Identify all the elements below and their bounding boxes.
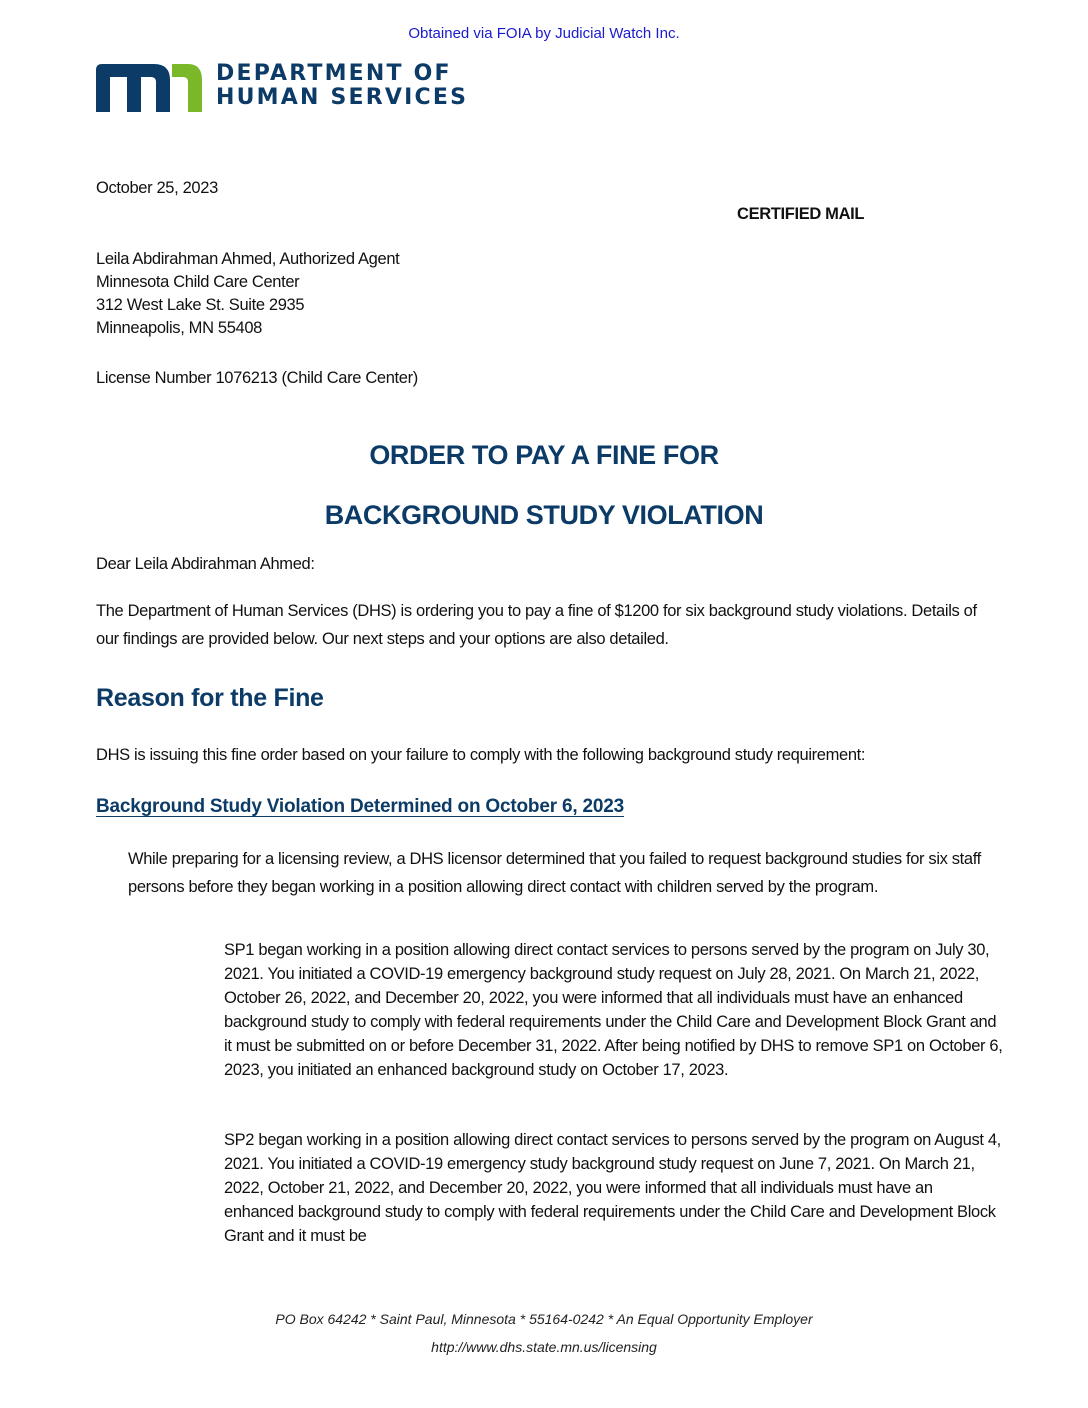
mn-logo-icon	[96, 62, 204, 112]
recipient-city: Minneapolis, MN 55408	[96, 319, 262, 337]
finding-paragraph: While preparing for a licensing review, a DHS licensor determined that you failed to request background studies for six staff persons before they began working in a position allowing direct contact with children served by the program.	[128, 850, 981, 896]
footer-address: PO Box 64242 * Saint Paul, Minnesota * 55164-0242 * An Equal Opportunity Employer	[275, 1311, 813, 1327]
section-heading: Reason for the Fine	[96, 684, 324, 712]
document-title-line-2: BACKGROUND STUDY VIOLATION	[324, 500, 764, 530]
recipient-address	[96, 248, 399, 340]
violation-heading: Background Study Violation Determined on October 6, 2023	[96, 796, 624, 817]
foia-watermark: Obtained via FOIA by Judicial Watch Inc.	[408, 25, 680, 42]
staff-person-2-paragraph: SP2 began working in a position allowing direct contact services to persons served by the program on August 4, 2021. You initiated a COVID-19 emergency study background study request on June 7, 2021. On March 21, 2022, October 21, 2022, and December 20, 2022, you were informed that all individuals must have an enhanced background study to comply with federal requirements under the Child Care and Development Block Grant and it must be	[224, 1131, 1001, 1245]
recipient-organization: Minnesota Child Care Center	[96, 273, 300, 291]
recipient-street: 312 West Lake St. Suite 2935	[96, 296, 305, 314]
staff-person-1-paragraph: SP1 began working in a position allowing direct contact services to persons served by the program on July 30, 2021. You initiated a COVID-19 emergency background study request on July 28, 2021. On March 21, 2022, October 26, 2022, and December 20, 2022, you were informed that all individuals must have an enhanced background study to comply with federal requirements under the Child Care and Development Block Grant and it must be submitted on or before December 31, 2022. After being notified by DHS to remove SP1 on October 6, 2023, you initiated an enhanced background study on October 17, 2023.	[224, 941, 1003, 1079]
document-title-line-1: ORDER TO PAY A FINE FOR	[369, 440, 719, 470]
section-intro: DHS is issuing this fine order based on your failure to comply with the following background study requirement:	[96, 746, 866, 764]
salutation: Dear Leila Abdirahman Ahmed:	[96, 555, 315, 573]
recipient-name: Leila Abdirahman Ahmed, Authorized Agent	[96, 250, 400, 268]
logo-line-2: HUMAN SERVICES	[216, 85, 469, 110]
logo-line-1: DEPARTMENT OF	[216, 61, 452, 86]
letter-date: October 25, 2023	[96, 179, 218, 197]
intro-paragraph: The Department of Human Services (DHS) is ordering you to pay a fine of $1200 for six background study violations. Details of our findings are provided below. Our next steps and your options are also detailed.	[96, 602, 977, 648]
dhs-logo	[96, 62, 486, 114]
footer-url: http://www.dhs.state.mn.us/licensing	[431, 1339, 657, 1355]
license-number: License Number 1076213 (Child Care Center)	[96, 369, 418, 387]
delivery-method: CERTIFIED MAIL	[737, 205, 865, 223]
